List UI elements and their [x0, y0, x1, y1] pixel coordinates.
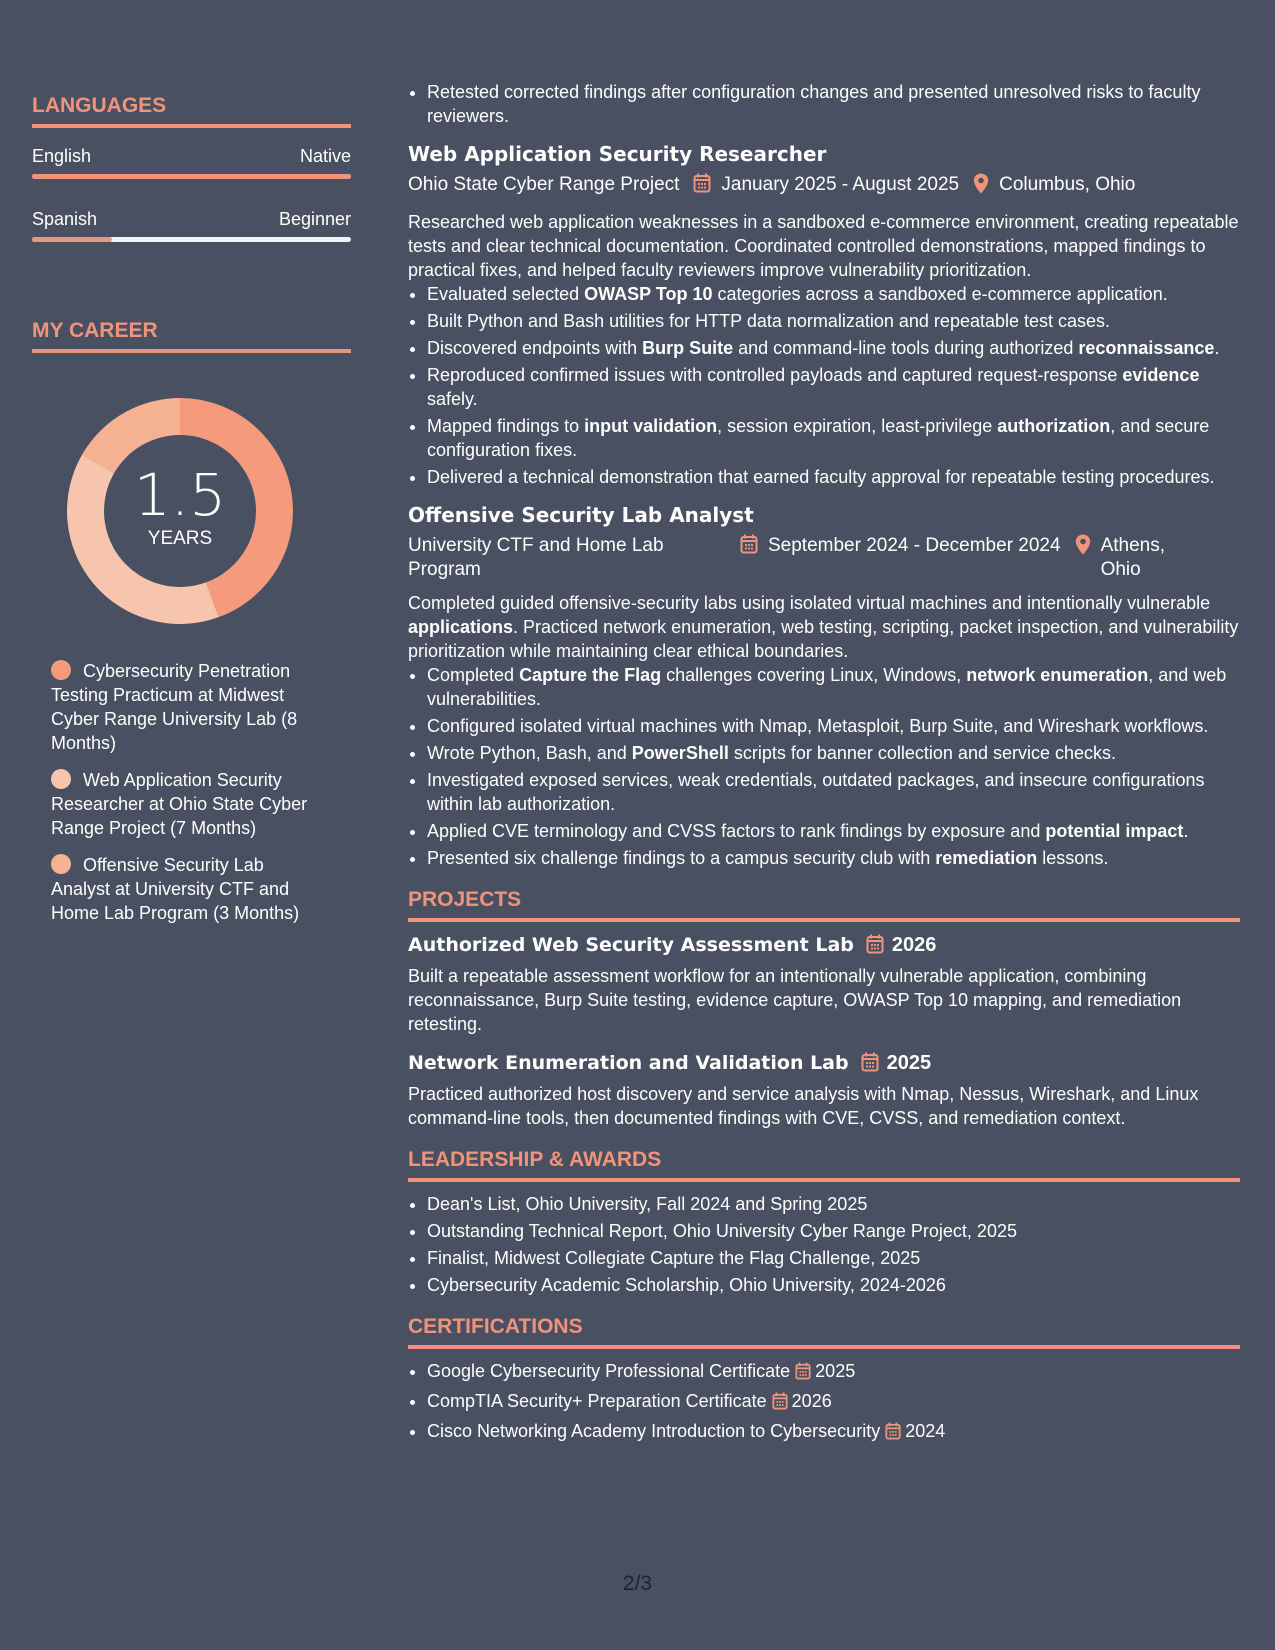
languages-heading: LANGUAGES — [32, 94, 351, 128]
leadership-list — [408, 1192, 1240, 1297]
career-legend — [51, 659, 321, 925]
legend-dot-icon — [51, 660, 71, 680]
language-level: Beginner — [278, 209, 351, 229]
language-name: Spanish — [32, 209, 98, 229]
leadership-item: • Finalist, Midwest Collegiate Capture the Flag Challenge, 2025 — [427, 1246, 1240, 1270]
main-content — [408, 80, 1240, 1449]
certification-year: 2024 — [905, 1421, 946, 1441]
language-level: Native — [299, 146, 351, 166]
job-location: Athens, Ohio — [1100, 535, 1165, 580]
bullet-item: • Evaluated selected OWASP Top 10 categories across a sandboxed e-commerce application. — [427, 282, 1240, 306]
certifications-list — [408, 1359, 1240, 1446]
language-name: English — [32, 146, 92, 166]
calendar-icon — [795, 1362, 811, 1386]
job-meta — [408, 534, 1240, 582]
job-description: Researched web application weaknesses in a sandboxed e-commerce environment, creating repeatable tests and clear technical documentation. Coordinated controlled demonstrations, mapped findings to practical fixes, and helped faculty reviewers improve vulnerability prioritization. — [408, 212, 1239, 280]
project-description: Practiced authorized host discovery and service analysis with Nmap, Nessus, Wireshark, and Linux command-line tools, then documented findings with CVE, CVSS, and remediation context. — [408, 1084, 1199, 1128]
legend-dot-icon — [51, 854, 71, 874]
leadership-heading: LEADERSHIP & AWARDS — [408, 1148, 1240, 1182]
bullet-item: • Completed Capture the Flag challenges covering Linux, Windows, network enumeration, and web vulnerabilities. — [427, 663, 1240, 711]
calendar-icon — [772, 1392, 788, 1416]
calendar-icon — [885, 1422, 901, 1446]
project-title-row — [408, 932, 1240, 961]
certification-item: • Cisco Networking Academy Introduction to Cybersecurity 2024 — [427, 1419, 1240, 1446]
job-dates: September 2024 - December 2024 — [768, 535, 1061, 556]
bullet-item: • Built Python and Bash utilities for HTTP data normalization and repeatable test cases. — [427, 309, 1240, 333]
career-legend-item: Offensive Security Lab Analyst at University CTF and Home Lab Program (3 Months) — [51, 855, 300, 923]
project-year: 2026 — [891, 934, 937, 956]
bullet-item: • Presented six challenge findings to a campus security club with remediation lessons. — [427, 846, 1240, 870]
job-title: Offensive Security Lab Analyst — [408, 503, 754, 527]
job-location: Columbus, Ohio — [999, 174, 1136, 195]
project-description: Built a repeatable assessment workflow for an intentionally vulnerable application, combining reconnaissance, Burp Suite testing, evidence capture, OWASP Top 10 mapping, and remediation retesting. — [408, 966, 1182, 1034]
leadership-item: • Outstanding Technical Report, Ohio University Cyber Range Project, 2025 — [427, 1219, 1240, 1243]
project-title: Authorized Web Security Assessment Lab — [408, 934, 854, 956]
leadership-item: • Dean's List, Ohio University, Fall 2024 and Spring 2025 — [427, 1192, 1240, 1216]
job-bullets — [408, 282, 1240, 489]
project-entry — [408, 932, 1240, 1036]
career-donut-chart — [66, 397, 294, 625]
certifications-heading: CERTIFICATIONS — [408, 1315, 1240, 1349]
bullet-item: • Investigated exposed services, weak credentials, outdated packages, and insecure configurations within lab authorization. — [427, 768, 1240, 816]
job-description: Completed guided offensive-security labs using isolated virtual machines and intentionally vulnerable applications. Practiced network enumeration, web testing, scripting, packet inspection, and vulnerability prioritization while maintaining clear ethical boundaries. — [408, 593, 1239, 661]
bullet-item: • Reproduced confirmed issues with controlled payloads and captured request-response evidence safely. — [427, 363, 1240, 411]
language-level-bar — [32, 237, 351, 242]
sidebar — [32, 94, 351, 938]
bullet-item: • Discovered endpoints with Burp Suite and command-line tools during authorized reconnaissance. — [427, 336, 1240, 360]
certification-year: 2026 — [791, 1391, 832, 1411]
page-number: 2/3 — [622, 1572, 653, 1595]
projects-heading: PROJECTS — [408, 888, 1240, 922]
legend-dot-icon — [51, 769, 71, 789]
map-pin-icon — [1075, 534, 1091, 562]
bullet-item: • Mapped findings to input validation, session expiration, least-privilege authorization, and secure configuration fixes. — [427, 414, 1240, 462]
bullet-item: • Wrote Python, Bash, and PowerShell scripts for banner collection and service checks. — [427, 741, 1240, 765]
map-pin-icon — [973, 173, 989, 201]
calendar-icon — [861, 1052, 879, 1079]
certification-item: • CompTIA Security+ Preparation Certificate 2026 — [427, 1389, 1240, 1416]
project-year: 2025 — [886, 1052, 932, 1074]
career-legend-item: Cybersecurity Penetration Testing Practicum at Midwest Cyber Range University Lab (8 Months) — [51, 661, 298, 753]
job-organization: University CTF and Home Lab Program — [408, 535, 664, 580]
bullet-item: • Retested corrected findings after configuration changes and presented unresolved risks to faculty reviewers. — [427, 80, 1240, 128]
bullet-item: • Delivered a technical demonstration that earned faculty approval for repeatable testing procedures. — [427, 465, 1240, 489]
bullet-item: • Configured isolated virtual machines with Nmap, Metasploit, Burp Suite, and Wireshark workflows. — [427, 714, 1240, 738]
career-legend-item: Web Application Security Researcher at Ohio State Cyber Range Project (7 Months) — [51, 770, 308, 838]
project-title: Network Enumeration and Validation Lab — [408, 1052, 849, 1074]
job-dates: January 2025 - August 2025 — [721, 174, 960, 195]
calendar-icon — [740, 534, 758, 561]
career-heading: MY CAREER — [32, 319, 351, 353]
language-item — [32, 209, 351, 242]
language-level-bar — [32, 174, 351, 179]
certification-item: • Google Cybersecurity Professional Certificate 2025 — [427, 1359, 1240, 1386]
carryover-bullets — [408, 80, 1240, 128]
job-entry — [408, 140, 1240, 489]
career-total-value: 1.5 — [133, 461, 227, 529]
career-total-unit: YEARS — [147, 528, 213, 549]
job-meta — [408, 173, 1240, 201]
job-bullets — [408, 663, 1240, 870]
calendar-icon — [693, 173, 711, 200]
job-organization: Ohio State Cyber Range Project — [408, 174, 680, 195]
job-entry — [408, 501, 1240, 870]
certification-year: 2025 — [815, 1361, 856, 1381]
bullet-item: • Applied CVE terminology and CVSS factors to rank findings by exposure and potential impact. — [427, 819, 1240, 843]
project-entry — [408, 1050, 1240, 1130]
job-title: Web Application Security Researcher — [408, 142, 827, 166]
project-title-row — [408, 1050, 1240, 1079]
language-item — [32, 146, 351, 179]
calendar-icon — [866, 934, 884, 961]
leadership-item: • Cybersecurity Academic Scholarship, Ohio University, 2024-2026 — [427, 1273, 1240, 1297]
